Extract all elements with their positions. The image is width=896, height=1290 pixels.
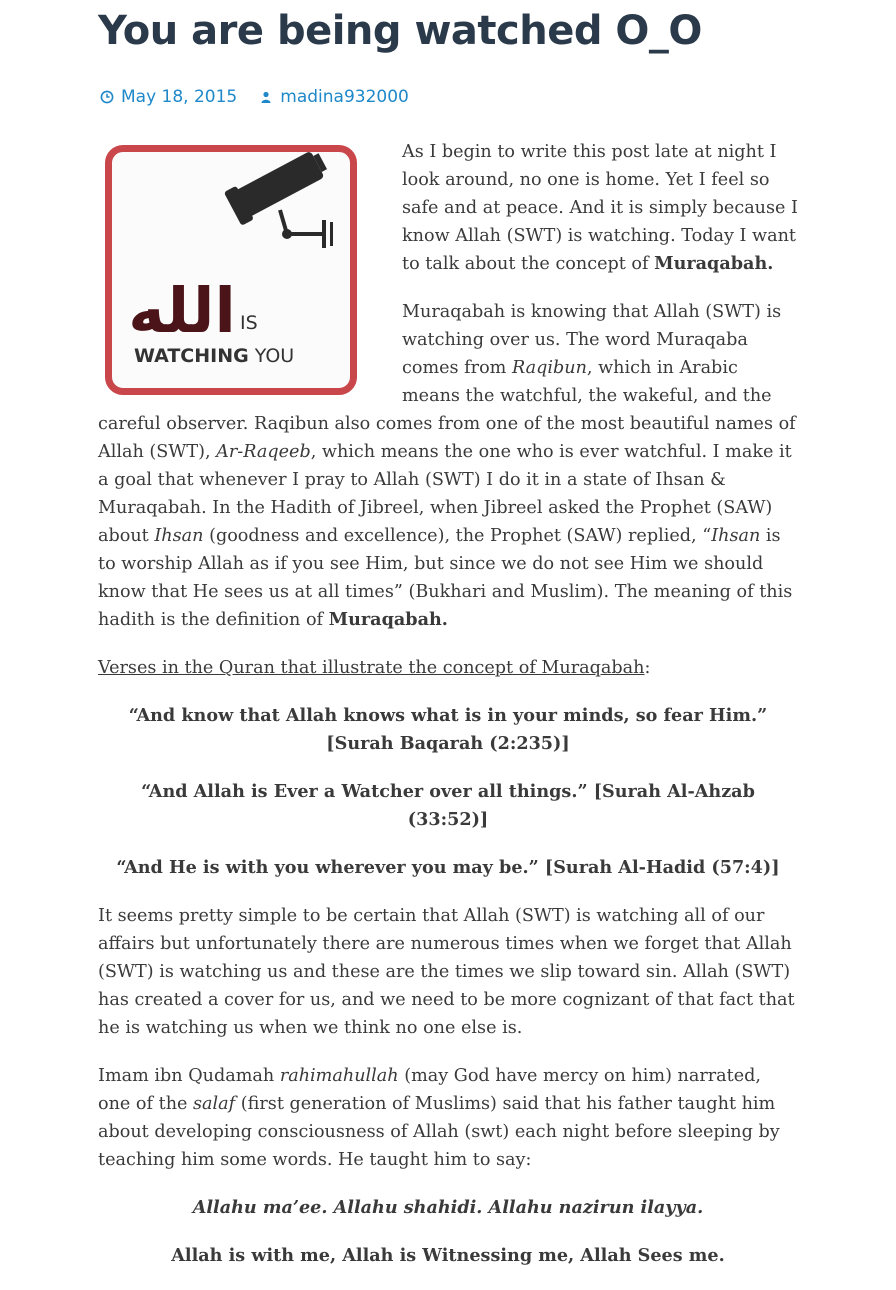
- post-date: May 18, 2015: [121, 87, 238, 107]
- verse-quote-2: “And Allah is Ever a Watcher over all things.” [Surah Al-Ahzab (33:52)]: [141, 781, 755, 830]
- post-meta: [100, 84, 431, 110]
- image-watching-word: WATCHING: [134, 345, 249, 367]
- post-title: You are being watched O_O: [98, 8, 702, 54]
- post-author-link[interactable]: [259, 87, 409, 107]
- verse-quote-1: “And know that Allah knows what is in your minds, so fear Him.” [Surah Baqarah (2:235)]: [128, 705, 768, 754]
- paragraph-intro: As I begin to write this post late at night I look around, no one is home. Yet I feel so safe and at peace. And it is simply because I know Allah (SWT) is watching. Today I want to talk about the concept of Muraqabah.: [402, 142, 798, 274]
- clock-icon: [100, 90, 114, 104]
- paragraph-imam: Imam ibn Qudamah rahimahullah (may God have mercy on him) narrated, one of the salaf (first generation of Muslims) said that his father taught him about developing consciousness of Allah (swt) each night before sleeping by teaching him some words. He taught him to say:: [98, 1066, 780, 1170]
- paragraph-cover: It seems pretty simple to be certain that Allah (SWT) is watching all of our affairs but unfortunately there are numerous times when we forget that Allah (SWT) is watching us and these are the times we slip toward sin. Allah (SWT) has created a cover for us, and we need to be more cognizant of that fact that he is watching us when we think no one else is.: [98, 906, 795, 1038]
- arabic-calligraphy: الله: [128, 274, 236, 347]
- image-is-text: IS: [240, 312, 258, 334]
- image-you-word: YOU: [254, 345, 295, 367]
- post-content: [98, 138, 798, 1290]
- verses-heading: Verses in the Quran that illustrate the concept of Muraqabah:: [98, 658, 651, 678]
- english-phrase: Allah is with me, Allah is Witnessing me, Allah Sees me.: [171, 1245, 725, 1266]
- verse-quote-3: “And He is with you wherever you may be.” [Surah Al-Hadid (57:4)]: [116, 857, 780, 878]
- paragraph-muraqabah: Muraqabah is knowing that Allah (SWT) is watching over us. The word Muraqaba comes from Raqibun, which in Arabic means the watchful, the wakeful, and the careful observer. Raqibun also comes from one of the most beautiful names of Allah (SWT), Ar-Raqeeb, which means the one who is ever watchful. I make it a goal that whenever I pray to Allah (SWT) I do it in a state of Ihsan & Muraqabah. In the Hadith of Jibreel, when Jibreel asked the Prophet (SAW) about Ihsan (goodness and excellence), the Prophet (SAW) replied, “Ihsan is to worship Allah as if you see Him, but since we do not see Him we should know that He sees us at all times” (Bukhari and Muslim). The meaning of this hadith is the definition of Muraqabah.: [98, 302, 796, 630]
- user-icon: [259, 90, 273, 104]
- post-author: madina932000: [280, 87, 409, 107]
- post-date-link[interactable]: [100, 87, 237, 107]
- arabic-phrase: Allahu ma’ee. Allahu shahidi. Allahu nazirun ilayya.: [192, 1197, 704, 1218]
